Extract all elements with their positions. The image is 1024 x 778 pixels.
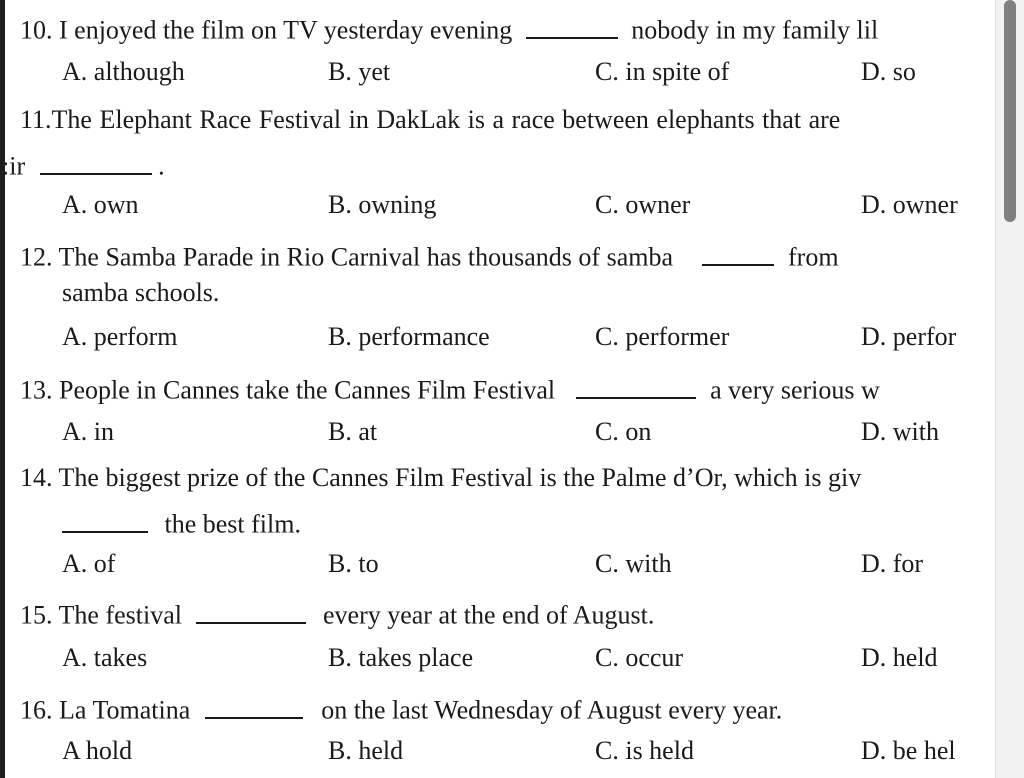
- question-16-blank: [205, 692, 303, 719]
- question-13-option-b: B. at: [328, 417, 378, 446]
- question-15-line-1: [20, 597, 654, 629]
- question-16-option-d: D. be hel: [861, 736, 956, 765]
- question-12-text-end: from: [788, 242, 839, 272]
- question-12-blank: [702, 239, 774, 266]
- question-10-blank: [526, 12, 618, 39]
- question-11-option-b: B. owning: [328, 190, 437, 219]
- question-13-line-1: [20, 372, 880, 404]
- question-14-line-1: [20, 465, 861, 491]
- question-10-option-d: D. so: [861, 57, 916, 86]
- question-13-option-d: D. with: [861, 417, 939, 446]
- question-11-option-a: A. own: [62, 190, 139, 219]
- question-13-text: 13. People in Cannes take the Cannes Film Festival: [20, 375, 556, 405]
- question-11-blank: [40, 148, 152, 175]
- question-15-blank: [196, 597, 306, 624]
- question-11-text-end: .: [158, 151, 165, 181]
- question-13-text-end: a very serious w: [710, 375, 880, 405]
- question-14-text: 14. The biggest prize of the Cannes Film Festival is the Palme d’Or, which is giv: [20, 463, 862, 492]
- question-11-text: 11.The Elephant Race Festival in DakLak is a race between elephants that are: [20, 105, 841, 134]
- question-11-option-c: C. owner: [595, 190, 691, 219]
- question-12-option-a: A. perform: [62, 322, 178, 351]
- question-10-option-c: C. in spite of: [595, 57, 730, 86]
- question-16-option-b: B. held: [328, 736, 404, 765]
- question-12-option-c: C. performer: [595, 322, 730, 351]
- question-16-text: 16. La Tomatina: [20, 695, 191, 725]
- question-10-text-end: nobody in my family lil: [631, 15, 879, 45]
- left-edge-strip: [0, 0, 5, 778]
- question-14-text-cont: the best film.: [164, 509, 301, 539]
- question-13-blank: [576, 372, 696, 399]
- question-14-blank: [62, 506, 148, 533]
- question-15-option-a: A. takes: [62, 643, 148, 672]
- question-11-option-d: D. owner: [861, 190, 958, 219]
- question-12-line-2: [62, 280, 219, 306]
- question-13-option-c: C. on: [595, 417, 652, 446]
- question-16-option-a: A hold: [62, 736, 133, 765]
- question-12-text: 12. The Samba Parade in Rio Carnival has thousands of samba: [20, 242, 674, 272]
- question-12-option-b: B. performance: [328, 322, 490, 351]
- question-14-line-2: [62, 506, 301, 538]
- question-15-text-end: every year at the end of August.: [322, 600, 655, 630]
- question-16-line-1: [20, 692, 782, 724]
- question-15-option-b: B. takes place: [328, 643, 474, 672]
- question-14-option-a: A. of: [62, 549, 116, 578]
- question-10-text: 10. I enjoyed the film on TV yesterday evening: [20, 15, 513, 45]
- scrollbar-thumb[interactable]: [1004, 0, 1016, 222]
- scrollbar-track[interactable]: [995, 0, 1024, 778]
- question-15-option-d: D. held: [861, 643, 938, 672]
- question-13-option-a: A. in: [62, 417, 114, 446]
- question-14-option-c: C. with: [595, 549, 672, 578]
- question-14-option-b: B. to: [328, 549, 379, 578]
- question-12-option-d: D. perfor: [861, 322, 957, 351]
- question-16-text-end: on the last Wednesday of August every year.: [321, 695, 783, 725]
- question-10-option-b: B. yet: [328, 57, 391, 86]
- question-15-text: 15. The festival: [20, 600, 182, 630]
- question-11-text-cont: :ir: [2, 151, 26, 181]
- question-16-option-c: C. is held: [595, 736, 694, 765]
- question-12-text-cont: samba schools.: [62, 278, 220, 307]
- question-10-option-a: A. although: [62, 57, 185, 86]
- question-14-option-d: D. for: [861, 549, 924, 578]
- question-11-line-1: [20, 107, 840, 133]
- question-12-line-1: [20, 239, 839, 271]
- question-10-line-1: [20, 12, 878, 44]
- question-15-option-c: C. occur: [595, 643, 684, 672]
- question-11-line-2: [2, 148, 165, 180]
